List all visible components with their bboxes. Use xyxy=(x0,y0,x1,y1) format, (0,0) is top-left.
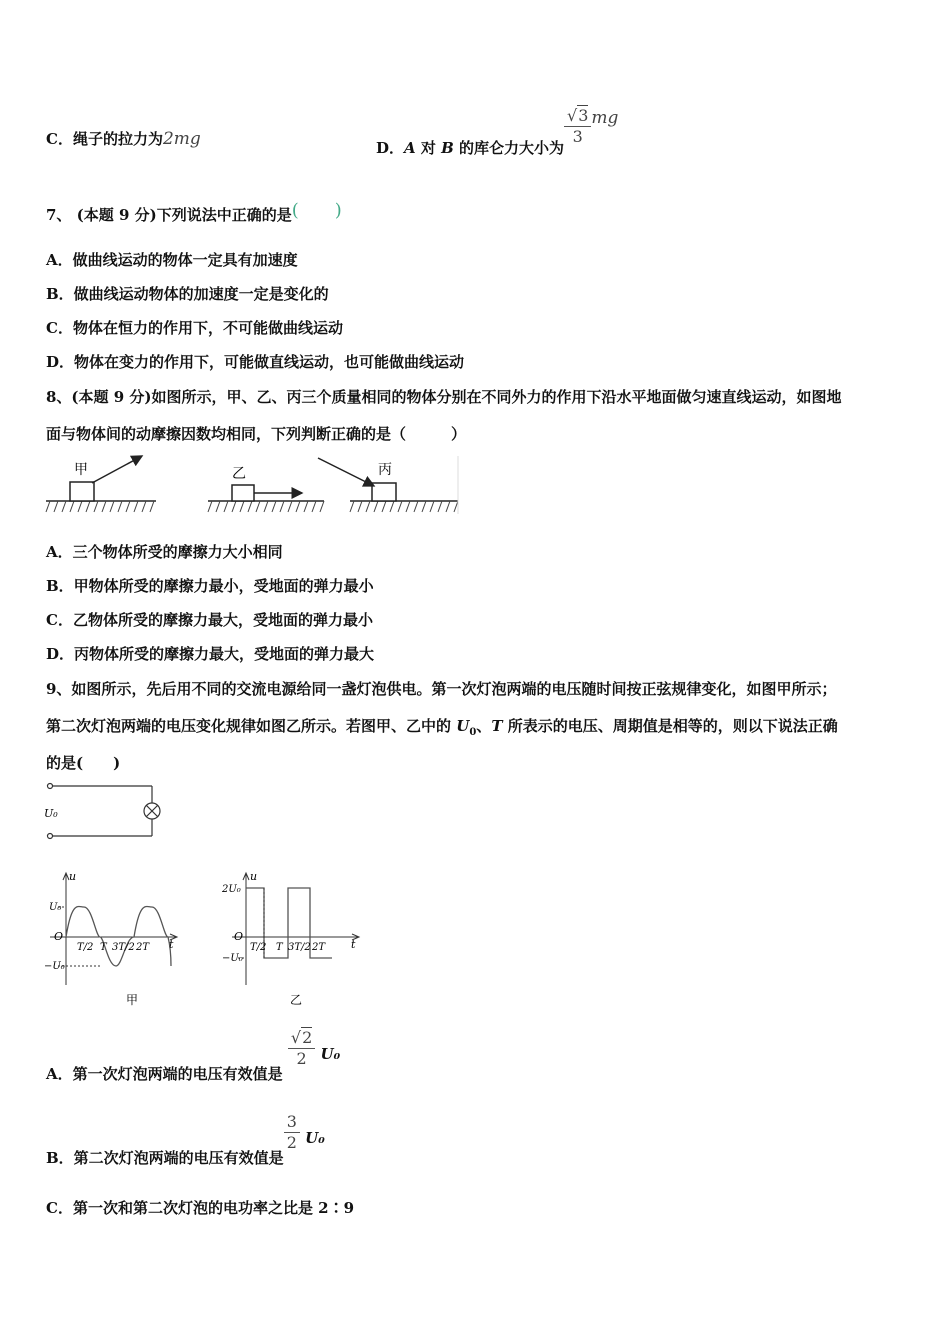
q8-figure-bing xyxy=(318,458,458,512)
q7-answer-paren: ( ) xyxy=(291,200,342,221)
q9-yi-tick-4: 2T xyxy=(312,942,326,953)
q9-jia-tick-2: T xyxy=(100,942,107,953)
q9-option-b-text: B．第二次灯泡两端的电压有效值是 xyxy=(46,1148,284,1167)
q9-jia-axis-u: u xyxy=(69,870,77,883)
q9-jia-u0: U₀ xyxy=(49,902,62,913)
q9-jia-tick-4: 2T xyxy=(136,942,150,953)
q9-option-c: C．第一次和第二次灯泡的电功率之比是 2∶9 xyxy=(46,1199,355,1217)
q9-yi-tick-1: T/2 xyxy=(250,942,267,953)
q8-stem-line1: 8、(本题 9 分)如图所示，甲、乙、丙三个质量相同的物体分别在不同外力的作用下沿水平地面做匀速直线运动，如图地 xyxy=(46,388,842,406)
q6-option-d-a: A xyxy=(404,138,416,157)
q6-option-d-t1: 对 xyxy=(415,138,442,157)
q9-stem-line2 xyxy=(46,715,838,738)
q9-stem-line2-sub: 0 xyxy=(469,727,477,738)
q6-option-d xyxy=(376,104,619,157)
q9-option-a-num: 2 xyxy=(302,1028,313,1047)
q9-yi-tick-3: 3T/2 xyxy=(288,942,311,953)
q7-stem xyxy=(46,200,342,226)
q9-graph-yi xyxy=(218,870,368,1010)
q7-option-d: D．物体在变力的作用下，可能做直线运动，也可能做曲线运动 xyxy=(46,353,465,371)
q8-option-b: B．甲物体所受的摩擦力最小，受地面的弹力最小 xyxy=(46,577,374,595)
q6-option-d-b: B xyxy=(441,138,454,157)
q9-option-b-fraction xyxy=(284,1112,300,1153)
q6-option-c-label: C． xyxy=(46,130,73,148)
q7-option-a: A．做曲线运动的物体一定具有加速度 xyxy=(46,251,298,269)
q8-label-yi: 乙 xyxy=(232,466,246,482)
q9-stem-line3: 的是( ) xyxy=(46,754,121,772)
q6-option-d-fraction: $\frac{√3}{3}$ xyxy=(564,106,591,147)
q9-option-a-den: 2 xyxy=(296,1049,307,1068)
q9-yi-caption: 乙 xyxy=(290,993,303,1007)
q9-option-b-den: 2 xyxy=(286,1133,297,1152)
q9-jia-caption: 甲 xyxy=(126,993,139,1007)
q9-jia-tick-1: T/2 xyxy=(77,942,94,953)
q9-option-b-tail: U₀ xyxy=(305,1128,325,1147)
q9-option-a-fraction: $\frac{√2}{2}$ xyxy=(288,1028,315,1069)
q9-yi-axis-t: t xyxy=(351,938,356,951)
q6-option-d-t2: 的库仑力大小为 xyxy=(453,138,565,157)
q6-option-c-math: 2mg xyxy=(162,129,201,149)
q9-yi-axis-u: u xyxy=(250,870,258,883)
q9-circuit-label: U₀ xyxy=(44,807,58,820)
q7-option-c: C．物体在恒力的作用下，不可能做曲线运动 xyxy=(46,319,343,337)
q9-stem-line2-rest: 所表示的电压、周期值是相等的，则以下说法正确 xyxy=(502,717,838,735)
q9-jia-axis-t: t xyxy=(169,938,174,951)
q6-option-d-den: 3 xyxy=(572,127,583,146)
q9-stem-line2-u: U xyxy=(456,717,470,735)
q7-stem-text: 7、 (本题 9 分)下列说法中正确的是 xyxy=(46,206,292,224)
q9-option-b-num: 3 xyxy=(284,1112,300,1133)
q6-option-d-label: D． xyxy=(376,138,405,157)
q8-stem-line2: 面与物体间的动摩擦因数均相同，下列判断正确的是（ ） xyxy=(46,425,467,443)
q6-option-d-tail: mg xyxy=(591,107,619,128)
q9-stem-line1: 9、如图所示，先后用不同的交流电源给同一盏灯泡供电。第一次灯泡两端的电压随时间按正弦规律变化，如图甲所示； xyxy=(46,680,837,698)
q9-yi-neg-u0: −U₀ xyxy=(222,953,243,964)
q9-jia-neg-u0: −U₀ xyxy=(44,961,65,972)
q9-jia-origin: O xyxy=(54,930,64,943)
q9-circuit xyxy=(42,780,168,848)
q8-label-bing: 丙 xyxy=(378,462,392,478)
q8-option-a: A．三个物体所受的摩擦力大小相同 xyxy=(46,543,283,561)
q9-option-b xyxy=(46,1112,325,1167)
q9-graph-jia xyxy=(36,870,186,1010)
q9-option-a-tail: U₀ xyxy=(320,1044,341,1063)
q8-figure-jia xyxy=(46,456,156,512)
q6-option-c xyxy=(46,128,201,149)
q9-stem-line2-a: 第二次灯泡两端的电压变化规律如图乙所示。若图甲、乙中的 xyxy=(46,717,457,735)
q8-figure xyxy=(44,450,460,520)
q6-option-d-num: 3 xyxy=(578,106,589,125)
q9-option-a-text: A．第一次灯泡两端的电压有效值是 xyxy=(46,1064,283,1083)
q9-stem-line2-t: T xyxy=(491,717,503,735)
q9-jia-tick-3: 3T/2 xyxy=(112,942,135,953)
q8-option-c: C．乙物体所受的摩擦力最大，受地面的弹力最小 xyxy=(46,611,373,629)
q8-option-d: D．丙物体所受的摩擦力最大，受地面的弹力最大 xyxy=(46,645,375,663)
q9-yi-two-u0: 2U₀ xyxy=(222,884,241,895)
q6-option-c-text: 绳子的拉力为 xyxy=(72,130,163,148)
q8-figure-yi xyxy=(208,466,324,512)
q8-label-jia: 甲 xyxy=(74,462,88,478)
q9-yi-tick-2: T xyxy=(276,942,283,953)
q7-option-b: B．做曲线运动物体的加速度一定是变化的 xyxy=(46,285,329,303)
q9-option-a xyxy=(46,1028,341,1083)
q9-stem-line2-sep: 、 xyxy=(476,717,492,735)
q9-yi-origin: O xyxy=(234,930,244,943)
